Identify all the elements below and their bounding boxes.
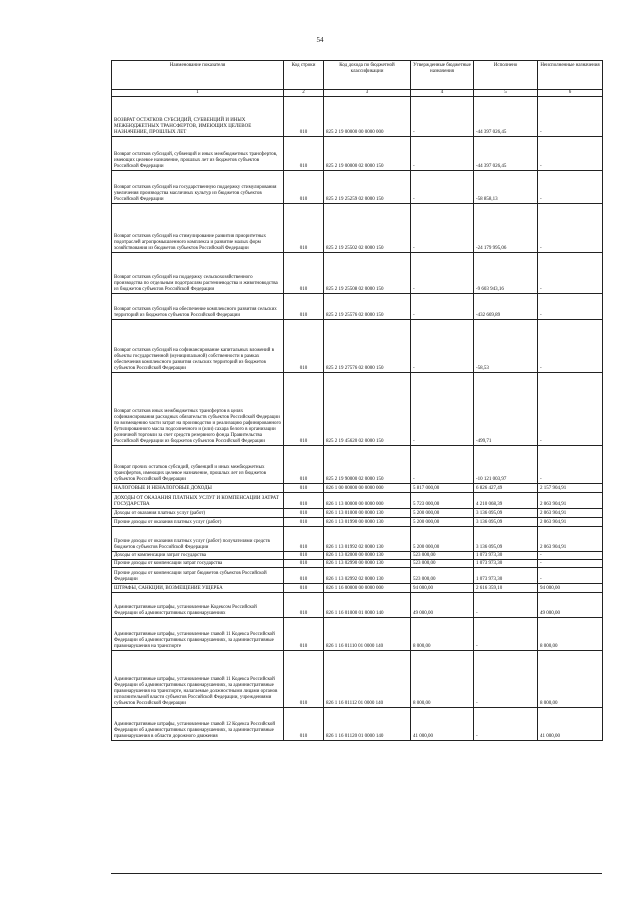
row-approved: 523 000,00 <box>411 560 474 568</box>
row-executed: -24 179 995,06 <box>474 204 538 253</box>
row-executed: 4 210 068,39 <box>474 493 538 509</box>
row-name: Прочие доходы от оказания платных услуг (работ) получателями средств бюджетов субъектов Российской Федерации <box>112 527 284 552</box>
row-approved: - <box>411 294 474 320</box>
table-row <box>112 708 603 741</box>
table-row <box>112 137 603 171</box>
row-unexecuted: 2 063 904,91 <box>538 527 603 552</box>
row-kbk-code: 826 1 13 02000 00 0000 130 <box>324 552 411 560</box>
row-line-code: 010 <box>284 584 324 593</box>
row-kbk-code: 825 2 19 45620 02 0000 150 <box>324 373 411 446</box>
row-executed: -432 669,89 <box>474 294 538 320</box>
row-kbk-code: 825 2 19 00000 02 0000 150 <box>324 137 411 171</box>
row-name: Административные штрафы, установленные главой 12 Кодекса Российской Федерации об административных правонарушениях, за административные правонарушения в области дорожного движения <box>112 708 284 741</box>
row-name: Административные штрафы, установленные главой 11 Кодекса Российской Федерации об административных правонарушениях, за административные правонарушения на транспорте, налагаемые должностными лицами органов исполнительной власти субъектов Российской Федерации, учреждениями субъектов Российской Федерации <box>112 651 284 708</box>
row-executed: -9 603 943,16 <box>474 253 538 294</box>
row-kbk-code: 825 2 19 90000 02 0000 150 <box>324 446 411 484</box>
row-kbk-code: 826 1 13 02990 00 0000 130 <box>324 560 411 568</box>
column-number: 2 <box>284 90 324 97</box>
row-unexecuted: 2 157 904,91 <box>538 484 603 493</box>
row-approved: 5 200 000,00 <box>411 509 474 518</box>
table-row <box>112 493 603 509</box>
row-name: Возврат остатков субсидий на государственную поддержку стимулирования увеличения производства масличных культур из бюджетов субъектов Российской Федерации <box>112 171 284 204</box>
row-executed: -58 858,13 <box>474 171 538 204</box>
row-line-code: 010 <box>284 204 324 253</box>
page-bottom-rule <box>111 873 602 874</box>
row-kbk-code: 825 2 19 00000 00 0000 000 <box>324 97 411 137</box>
row-name: Возврат остатков субсидий на поддержку сельскохозяйственного производства по отдельным подотраслям растениеводства и животноводства из бюджетов субъектов Российской Федерации <box>112 253 284 294</box>
row-executed: -44 397 026,45 <box>474 137 538 171</box>
row-line-code: 010 <box>284 651 324 708</box>
row-executed: - <box>474 708 538 741</box>
column-number: 1 <box>112 90 284 97</box>
row-line-code: 010 <box>284 509 324 518</box>
row-approved: 94 000,00 <box>411 584 474 593</box>
row-name: НАЛОГОВЫЕ И НЕНАЛОГОВЫЕ ДОХОДЫ <box>112 484 284 493</box>
row-unexecuted: - <box>538 253 603 294</box>
row-name: Возврат прочих остатков субсидий, субвенций и иных межбюджетных трансфертов, имеющих целевое назначение, прошлых лет из бюджетов субъектов Российской Федерации <box>112 446 284 484</box>
row-approved: - <box>411 137 474 171</box>
row-line-code: 010 <box>284 137 324 171</box>
row-name: Возврат остатков субсидий на обеспечение комплексного развития сельских территорий из бюджетов субъектов Российской Федерации <box>112 294 284 320</box>
row-name: ДОХОДЫ ОТ ОКАЗАНИЯ ПЛАТНЫХ УСЛУГ И КОМПЕНСАЦИИ ЗАТРАТ ГОСУДАРСТВА <box>112 493 284 509</box>
column-number: 3 <box>324 90 411 97</box>
table-row <box>112 552 603 560</box>
header-name: Наименование показателя <box>112 61 284 90</box>
row-unexecuted: - <box>538 552 603 560</box>
row-unexecuted: 8 000,00 <box>538 618 603 651</box>
row-executed: - <box>474 651 538 708</box>
table-row <box>112 253 603 294</box>
row-name: Административные штрафы, установленные Кодексом Российской Федерации об административных правонарушениях <box>112 593 284 618</box>
table-row <box>112 584 603 593</box>
row-approved: 5 200 000,00 <box>411 527 474 552</box>
row-approved: 8 000,00 <box>411 618 474 651</box>
row-kbk-code: 825 2 19 25508 02 0000 150 <box>324 253 411 294</box>
row-unexecuted: - <box>538 294 603 320</box>
header-executed: Исполнено <box>474 61 538 90</box>
row-unexecuted: - <box>538 320 603 373</box>
row-line-code: 010 <box>284 568 324 584</box>
row-unexecuted: - <box>538 446 603 484</box>
row-unexecuted: - <box>538 568 603 584</box>
row-unexecuted: - <box>538 204 603 253</box>
column-number: 5 <box>474 90 538 97</box>
row-line-code: 010 <box>284 552 324 560</box>
row-kbk-code: 825 2 19 25576 02 0000 150 <box>324 294 411 320</box>
row-kbk-code: 825 2 19 25259 02 0000 150 <box>324 171 411 204</box>
row-line-code: 010 <box>284 493 324 509</box>
table-row <box>112 509 603 518</box>
row-executed: 3 136 095,09 <box>474 527 538 552</box>
header-row <box>112 61 603 90</box>
row-approved: - <box>411 446 474 484</box>
table-row <box>112 560 603 568</box>
row-kbk-code: 826 1 16 01112 01 0000 140 <box>324 651 411 708</box>
row-executed: - <box>474 618 538 651</box>
header-unexecuted: Неисполненные назначения <box>538 61 603 90</box>
row-kbk-code: 826 1 13 01992 02 0000 130 <box>324 527 411 552</box>
row-line-code: 010 <box>284 560 324 568</box>
row-approved: 8 000,00 <box>411 651 474 708</box>
row-line-code: 010 <box>284 446 324 484</box>
row-line-code: 010 <box>284 593 324 618</box>
row-approved: 41 000,00 <box>411 708 474 741</box>
row-executed: 1 073 973,30 <box>474 560 538 568</box>
row-kbk-code: 826 1 13 02992 02 0000 130 <box>324 568 411 584</box>
row-line-code: 010 <box>284 618 324 651</box>
row-executed: 3 136 095,09 <box>474 509 538 518</box>
row-unexecuted: 41 000,00 <box>538 708 603 741</box>
row-name: Доходы от оказания платных услуг (работ) <box>112 509 284 518</box>
row-name: Прочие доходы от оказания платных услуг (работ) <box>112 518 284 527</box>
row-line-code: 010 <box>284 484 324 493</box>
row-line-code: 010 <box>284 253 324 294</box>
row-approved: - <box>411 204 474 253</box>
row-executed: -10 121 003,97 <box>474 446 538 484</box>
table-row <box>112 568 603 584</box>
row-name: ШТРАФЫ, САНКЦИИ, ВОЗМЕЩЕНИЕ УЩЕРБА <box>112 584 284 593</box>
row-approved: 5 817 000,00 <box>411 484 474 493</box>
row-line-code: 010 <box>284 373 324 446</box>
row-unexecuted: - <box>538 560 603 568</box>
row-name: Возврат остатков иных межбюджетных трансфертов в целях софинансирования расходных обязательств субъектов Российской Федерации по возмещению части затрат на производство и реализацию рафинированного бутилированного масла подсолнечного и (или) сахара белого в организации розничной торговли за счет средств резервного фонда Правительства Российской Федерации из бюджетов субъектов Российской Федерации <box>112 373 284 446</box>
row-approved: 523 000,00 <box>411 568 474 584</box>
row-kbk-code: 826 1 13 01000 00 0000 130 <box>324 509 411 518</box>
row-kbk-code: 826 1 00 00000 00 0000 000 <box>324 484 411 493</box>
row-executed: 6 826 427,49 <box>474 484 538 493</box>
row-line-code: 010 <box>284 97 324 137</box>
row-unexecuted: 8 000,00 <box>538 651 603 708</box>
row-line-code: 010 <box>284 708 324 741</box>
row-line-code: 010 <box>284 518 324 527</box>
row-unexecuted: 2 063 904,91 <box>538 509 603 518</box>
row-line-code: 010 <box>284 171 324 204</box>
table-row <box>112 527 603 552</box>
row-name: Возврат остатков субсидий, субвенций и иных межбюджетных трансфертов, имеющих целевое назначение, прошлых лет из бюджетов субъектов Российской Федерации <box>112 137 284 171</box>
row-executed: -499,71 <box>474 373 538 446</box>
row-kbk-code: 826 1 16 01120 01 0000 140 <box>324 708 411 741</box>
row-unexecuted: 2 063 904,91 <box>538 518 603 527</box>
row-approved: - <box>411 253 474 294</box>
row-name: Прочие доходы от компенсации затрат государства <box>112 560 284 568</box>
row-name: Административные штрафы, установленные главой 11 Кодекса Российской Федерации об административных правонарушениях, за административные правонарушения на транспорте <box>112 618 284 651</box>
row-unexecuted: - <box>538 171 603 204</box>
row-name: Прочие доходы от компенсации затрат бюджетов субъектов Российской Федерации <box>112 568 284 584</box>
row-approved: 5 723 000,00 <box>411 493 474 509</box>
row-kbk-code: 826 1 16 01110 01 0000 140 <box>324 618 411 651</box>
row-executed: 1 073 973,30 <box>474 552 538 560</box>
row-unexecuted: - <box>538 97 603 137</box>
table-row <box>112 518 603 527</box>
table-row <box>112 373 603 446</box>
table-row <box>112 618 603 651</box>
revenue-table <box>111 60 603 741</box>
row-executed: 1 073 973,30 <box>474 568 538 584</box>
row-executed: 3 136 095,09 <box>474 518 538 527</box>
column-number-row <box>112 90 603 97</box>
row-unexecuted: 94 000,00 <box>538 584 603 593</box>
row-name: Возврат остатков субсидий на стимулирование развития приоритетных подотраслей агропромышленного комплекса и развитие малых форм хозяйствования из бюджетов субъектов Российской Федерации <box>112 204 284 253</box>
table-row <box>112 651 603 708</box>
page-number: 54 <box>316 36 324 44</box>
table-row <box>112 446 603 484</box>
row-kbk-code: 825 2 19 25502 02 0000 150 <box>324 204 411 253</box>
row-kbk-code: 826 1 13 00000 00 0000 000 <box>324 493 411 509</box>
row-kbk-code: 825 2 19 27576 02 0000 150 <box>324 320 411 373</box>
row-unexecuted: 2 063 904,91 <box>538 493 603 509</box>
row-executed: -44 397 026,45 <box>474 97 538 137</box>
row-approved: - <box>411 320 474 373</box>
row-line-code: 010 <box>284 294 324 320</box>
row-unexecuted: - <box>538 373 603 446</box>
row-line-code: 010 <box>284 527 324 552</box>
row-executed: 2 616 359,10 <box>474 584 538 593</box>
row-kbk-code: 826 1 16 01000 01 0000 140 <box>324 593 411 618</box>
row-approved: - <box>411 97 474 137</box>
header-code: Код строки <box>284 61 324 90</box>
row-kbk-code: 826 1 16 00000 00 0000 000 <box>324 584 411 593</box>
row-unexecuted: 49 000,00 <box>538 593 603 618</box>
table-row <box>112 294 603 320</box>
row-approved: - <box>411 373 474 446</box>
row-approved: 5 200 000,00 <box>411 518 474 527</box>
table-row <box>112 484 603 493</box>
row-executed: -58,53 <box>474 320 538 373</box>
header-kbk: Код дохода по бюджетной классификации <box>324 61 411 90</box>
row-executed: - <box>474 593 538 618</box>
table-row <box>112 593 603 618</box>
row-name: ВОЗВРАТ ОСТАТКОВ СУБСИДИЙ, СУБВЕНЦИЙ И ИНЫХ МЕЖБЮДЖЕТНЫХ ТРАНСФЕРТОВ, ИМЕЮЩИХ ЦЕЛЕВОЕ НАЗНАЧЕНИЕ, ПРОШЛЫХ ЛЕТ <box>112 97 284 137</box>
row-name: Возврат остатков субсидий на софинансирование капитальных вложений в объекты государственной (муниципальной) собственности в рамках обеспечения комплексного развития сельских территорий из бюджетов субъектов Российской Федерации <box>112 320 284 373</box>
column-number: 4 <box>411 90 474 97</box>
row-approved: 49 000,00 <box>411 593 474 618</box>
row-approved: 523 000,00 <box>411 552 474 560</box>
row-line-code: 010 <box>284 320 324 373</box>
row-unexecuted: - <box>538 137 603 171</box>
table-row <box>112 171 603 204</box>
row-name: Доходы от компенсации затрат государства <box>112 552 284 560</box>
header-approved: Утвержденные бюджетные назначения <box>411 61 474 90</box>
table-row <box>112 320 603 373</box>
table-row <box>112 204 603 253</box>
row-approved: - <box>411 171 474 204</box>
table-row <box>112 97 603 137</box>
column-number: 6 <box>538 90 603 97</box>
row-kbk-code: 826 1 13 01990 00 0000 130 <box>324 518 411 527</box>
